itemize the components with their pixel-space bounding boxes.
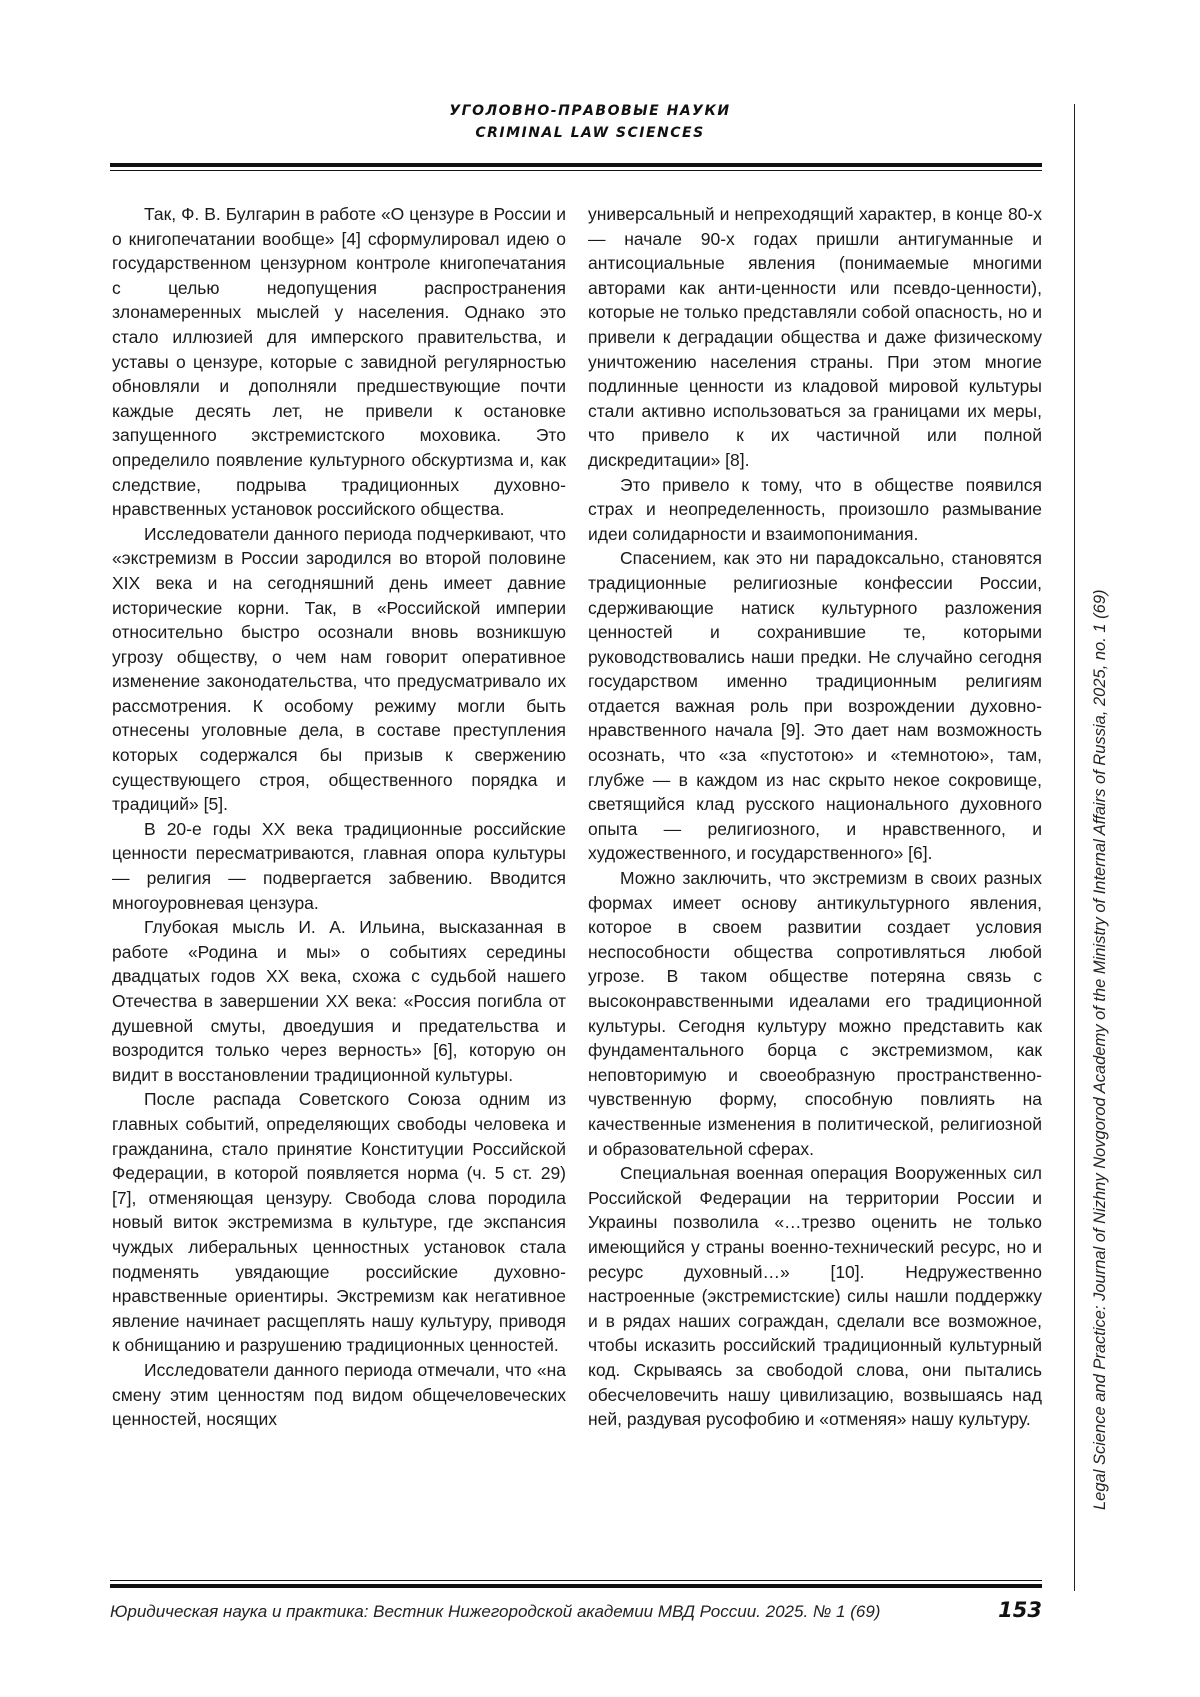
- paragraph-continuation: универсальный и непреходящий характер, в конце 80-х — начале 90-х годах пришли антигуманные и антисоциальные явления (понимаемые многими авторами как анти-ценности или псевдо-ценности), которые не только представляли собой опасность, но и привели к деградации общества и даже физическому уничтожению населения страны. При этом многие подлинные ценности из кладовой мировой культуры стали активно использоваться за границами их меры, что привело к их частичной или полной дискредитации» [8].: [588, 202, 1042, 473]
- footer-rule-thick: [110, 1584, 1042, 1588]
- page-number: 153: [960, 1596, 1042, 1624]
- side-journal-title: Legal Science and Practice: Journal of Nizhny Novgorod Academy of the Ministry of Internal Affairs of Russia, 2025, no. 1 (69): [1088, 500, 1112, 1510]
- paragraph: Это привело к тому, что в обществе появился страх и неопределенность, произошло размывание идеи солидарности и взаимопонимания.: [588, 473, 1042, 547]
- header-rule-thin: [110, 170, 1042, 171]
- paragraph: В 20-е годы XX века традиционные российские ценности пересматриваются, главная опора культуры — религия — подвергается забвению. Вводится многоуровневая цензура.: [112, 817, 566, 915]
- paragraph: Так, Ф. В. Булгарин в работе «О цензуре в России и о книгопечатании вообще» [4] сформулировал идею о государственном цензурном контроле книгопечатания с целью недопущения распространения злонамеренных мыслей у населения. Однако это стало иллюзией для имперского правительства, и уставы о цензуре, которые с завидной регулярностью обновляли и дополняли предшествующие почти каждые десять лет, не привели к остановке запущенного экстремистского моховика. Это определило появление культурного обскуртизма и, как следствие, подрыва традиционных духовно-нравственных установок российского общества.: [112, 202, 566, 522]
- footer-journal-title: Юридическая наука и практика: Вестник Нижегородской академии МВД России. 2025. № 1 (69): [110, 1600, 950, 1624]
- paragraph: Глубокая мысль И. А. Ильина, высказанная в работе «Родина и мы» о событиях середины двадцатых годов XX века, схожа с судьбой нашего Отечества в завершении XX века: «Россия погибла от душевной смуты, двоедушия и предательства и возродится только через верность» [6], которую он видит в восстановлении традиционной культуры.: [112, 915, 566, 1087]
- right-column: [588, 202, 1042, 1432]
- section-title-ru: УГОЛОВНО-ПРАВОВЫЕ НАУКИ: [380, 100, 800, 122]
- running-header: [380, 100, 800, 144]
- paragraph: Исследователи данного периода подчеркивают, что «экстремизм в России зародился во второй половине XIX века и на сегодняшний день имеет давние исторические корни. Так, в «Российской империи относительно быстро осознали вновь возникшую угрозу обществу, о чем нам говорит оперативное изменение законодательства, что предусматривало их рассмотрения. К особому режиму могли быть отнесены уголовные дела, в составе преступления которых содержался бы призыв к свержению существующего строя, общественного порядка и традиций» [5].: [112, 522, 566, 817]
- left-column: [112, 202, 566, 1432]
- paragraph: Можно заключить, что экстремизм в своих разных формах имеет основу антикультурного явления, которое в своем развитии создает условия неспособности общества сопротивляться любой угрозе. В таком обществе потеряна связь с высоконравственными идеалами его традиционной культуры. Сегодня культуру можно представить как фундаментального борца с экстремизмом, как неповторимую и своеобразную пространственно-чувственную форму, способную повлиять на качественные изменения в политической, религиозной и образовательной сферах.: [588, 866, 1042, 1161]
- section-title-en: CRIMINAL LAW SCIENCES: [380, 122, 800, 144]
- paragraph: Специальная военная операция Вооруженных сил Российской Федерации на территории России и Украины позволила «…трезво оценить не только имеющийся у страны военно-технический ресурс, но и ресурс духовный…» [10]. Недружественно настроенные (экстремистские) силы нашли поддержку и в рядах наших сограждан, сделали все возможное, чтобы исказить российский традиционный культурный код. Скрываясь за свободой слова, они пытались обесчеловечить нашу цивилизацию, возвышаясь над ней, раздувая русофобию и «отменяя» нашу культуру.: [588, 1161, 1042, 1432]
- header-rule-thick: [110, 163, 1042, 167]
- paragraph: Спасением, как это ни парадоксально, становятся традиционные религиозные конфессии России, сдерживающие натиск культурного разложения ценностей и сохранившие те, которыми руководствовались наши предки. Не случайно сегодня государством именно традиционным религиям отдается важная роль при возрождении духовно-нравственного начала [9]. Это дает нам возможность осознать, что «за «пустотою» и «темнотою», там, глубже — в каждом из нас скрыто некое сокровище, светящийся клад русского национального духовного опыта — религиозного, и нравственного, и художественного, и государственного» [6].: [588, 546, 1042, 866]
- paragraph: Исследователи данного периода отмечали, что «на смену этим ценностям под видом общечеловеческих ценностей, носящих: [112, 1358, 566, 1432]
- footer-rule-thin: [110, 1580, 1042, 1581]
- margin-divider: [1074, 104, 1075, 1591]
- paragraph: После распада Советского Союза одним из главных событий, определяющих свободы человека и гражданина, стало принятие Конституции Российской Федерации, в которой появляется норма (ч. 5 ст. 29) [7], отменяющая цензуру. Свобода слова породила новый виток экстремизма в культуре, где экспансия чуждых либеральных ценностных установок стала подменять увядающие российские духовно-нравственные ориентиры. Экстремизм как негативное явление начинает расщеплять нашу культуру, приводя к обнищанию и разрушению традиционных ценностей.: [112, 1087, 566, 1358]
